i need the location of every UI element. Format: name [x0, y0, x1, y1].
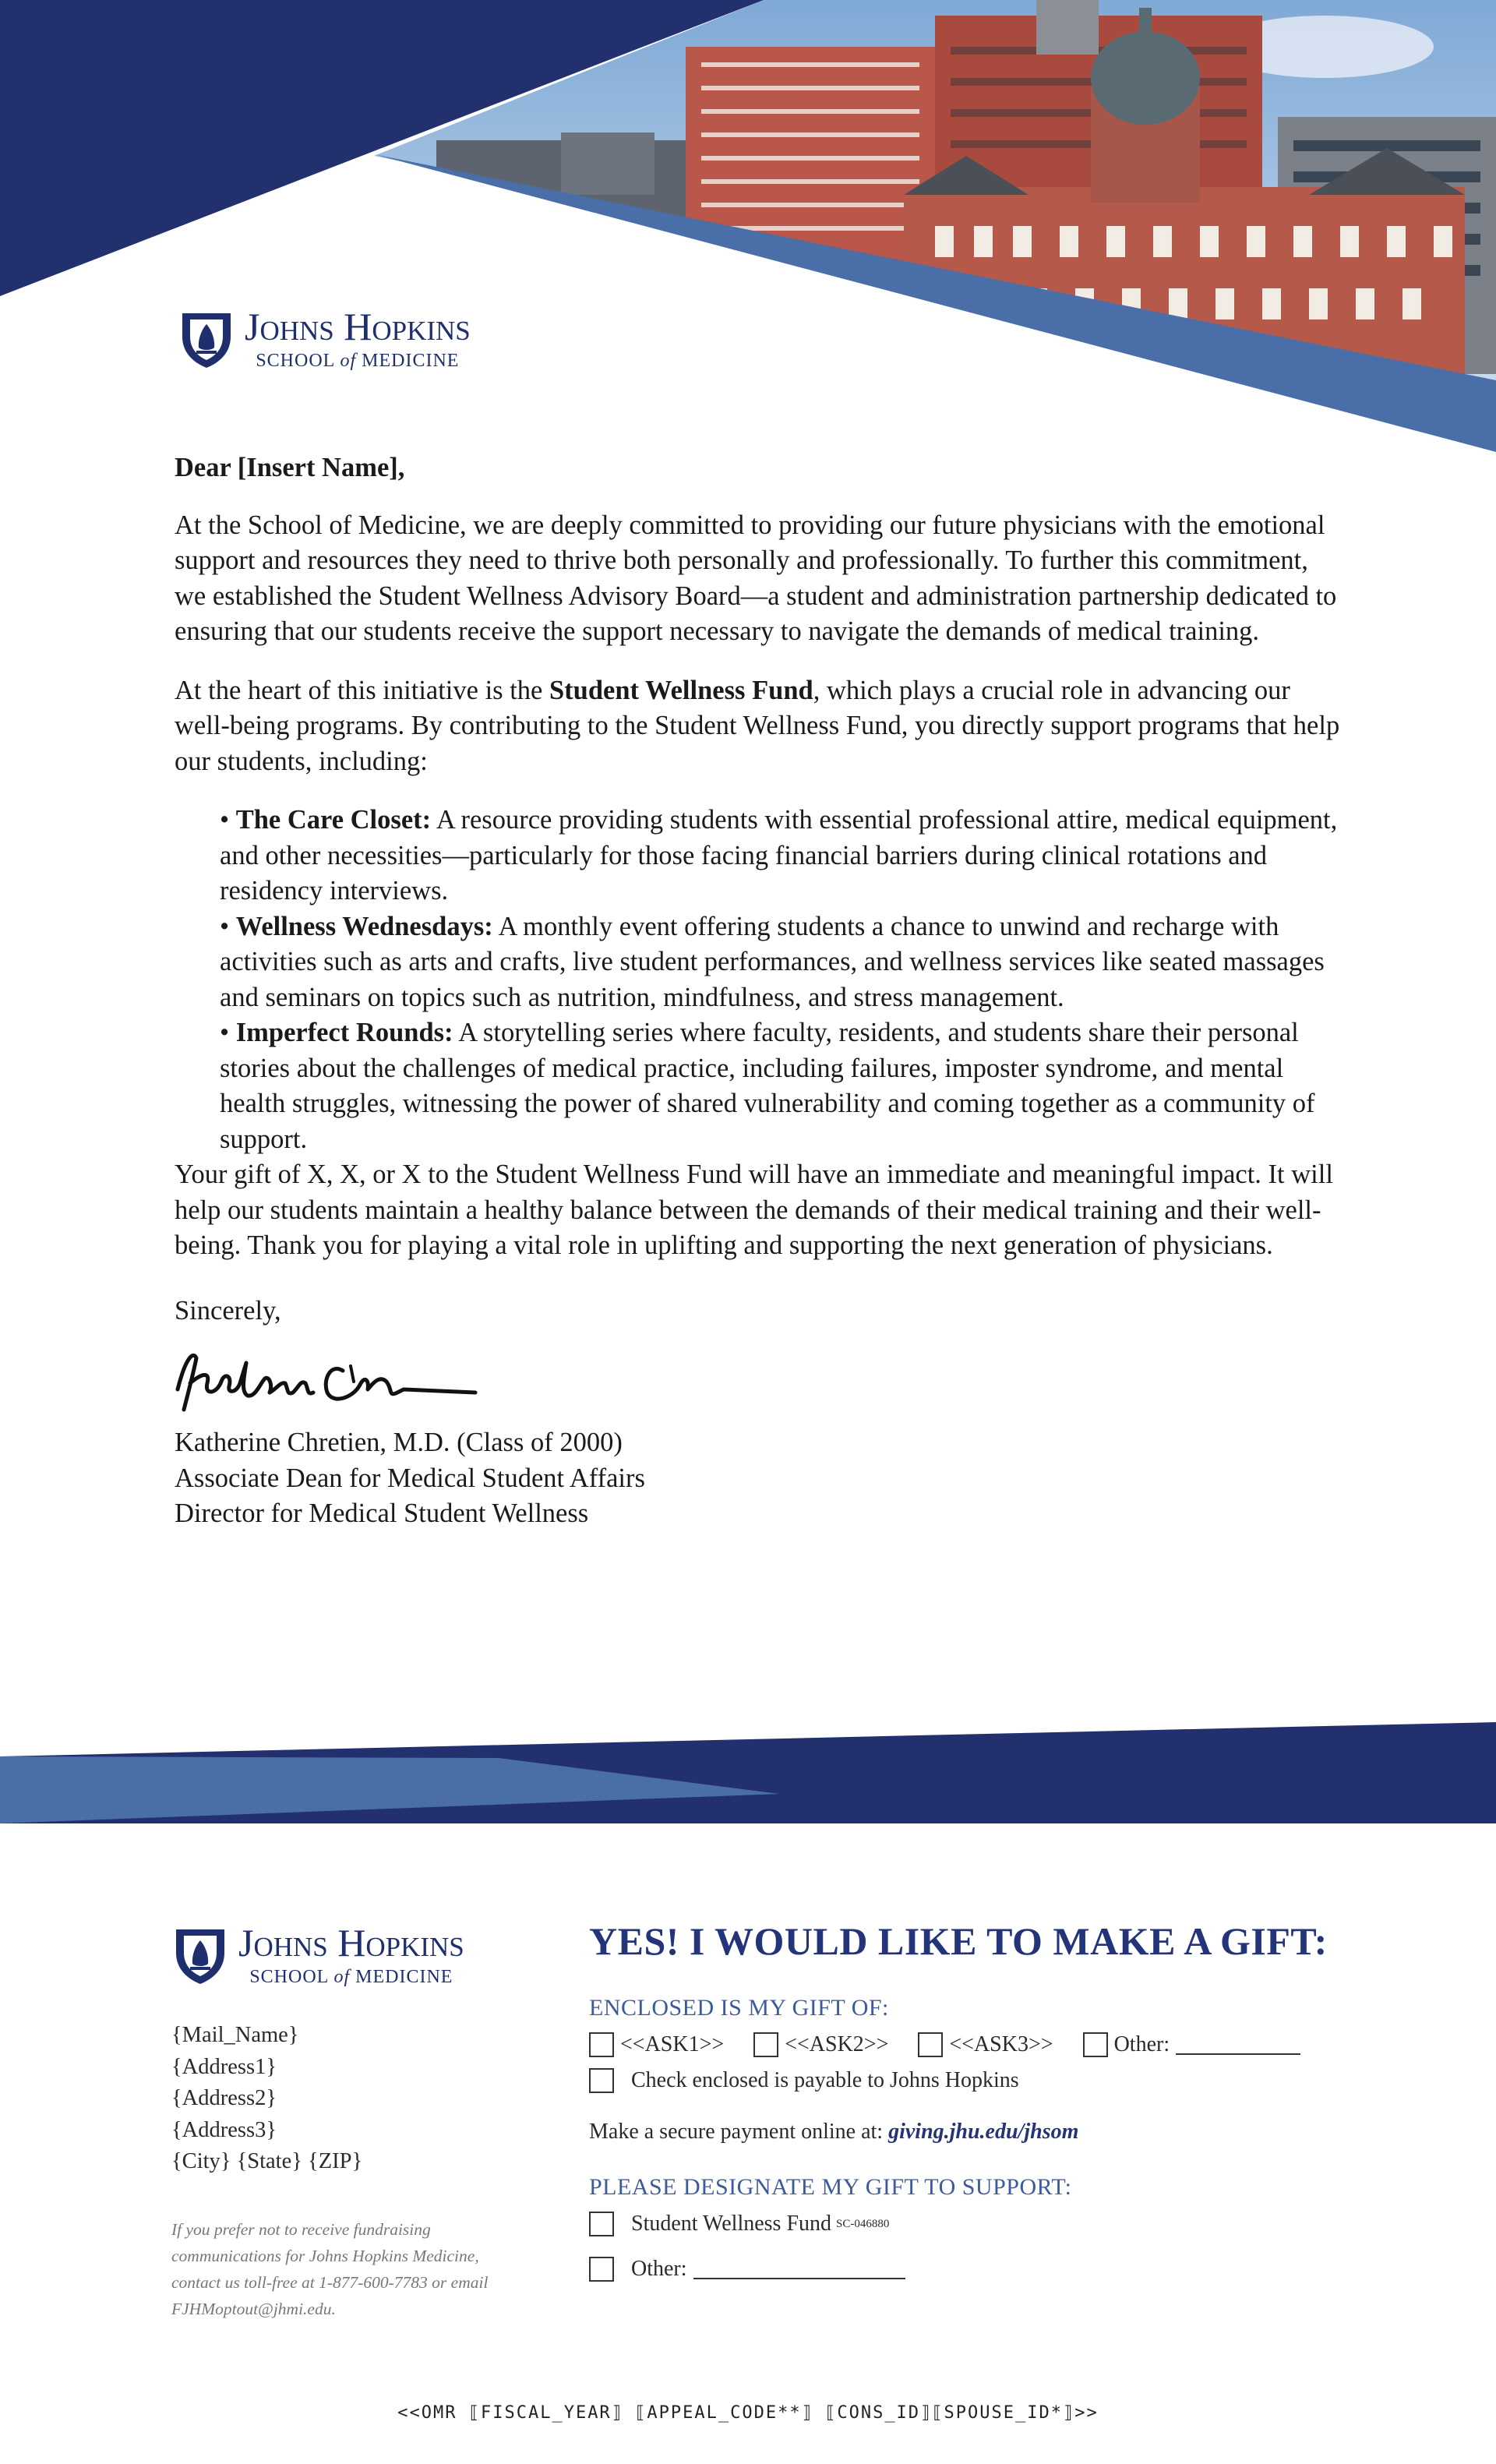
- logo-title: Johns Hopkins: [245, 305, 471, 348]
- divider-band: [0, 1722, 1496, 1823]
- city-state-zip: {City} {State} {ZIP}: [171, 2149, 363, 2173]
- johns-hopkins-logo-header: [179, 307, 471, 372]
- program-list: [220, 803, 1343, 1157]
- list-item: • The Care Closet: A resource providing students with essential professional attire, medical equipment, and other necessities—particularly for those facing financial barriers during clinical rotations and residency interviews.: [220, 805, 1338, 905]
- payment-link[interactable]: giving.jhu.edu/jhsom: [888, 2120, 1079, 2144]
- signer-name: Katherine Chretien, M.D. (Class of 2000): [175, 1428, 623, 1457]
- list-item: • Wellness Wednesdays: A monthly event offering students a chance to unwind and recharge with activities such as arts and crafts, live student performances, and wellness services like seated massages and seminars on topics such as nutrition, mindfulness, and stress management.: [220, 911, 1325, 1012]
- logo-subtitle: SCHOOL of MEDICINE: [256, 351, 460, 371]
- checkbox[interactable]: [1083, 2032, 1108, 2057]
- enclosed-label: ENCLOSED IS MY GIFT OF:: [589, 1995, 889, 2021]
- other-amount-line[interactable]: [1176, 2035, 1300, 2055]
- address-line-3: {Address3}: [171, 2117, 277, 2142]
- paragraph-fund: At the heart of this initiative is the Student Wellness Fund, which plays a crucial role in advancing our well-being programs. By contributing to the Student Wellness Fund, you directly support programs that help our students, including:: [175, 675, 1340, 776]
- fund-code: SC-046880: [836, 2217, 890, 2230]
- mailing-address: [171, 2020, 362, 2178]
- address-line-1: {Address1}: [171, 2054, 277, 2079]
- other-fund-option[interactable]: Other:: [589, 2257, 1368, 2282]
- other-fund-line[interactable]: [693, 2259, 905, 2279]
- shield-icon: [173, 1926, 228, 1986]
- header-banner: [0, 0, 1496, 468]
- fund-option[interactable]: Student Wellness Fund SC-046880: [589, 2212, 1368, 2236]
- ask-option-1[interactable]: <<ASK1>>: [589, 2032, 724, 2057]
- list-item: • Imperfect Rounds: A storytelling series where faculty, residents, and students share their personal stories about the challenges of medical practice, including failures, imposter syndrome, and mental health struggles, witnessing the power of shared vulnerability and coming together as a community of support.: [220, 1018, 1315, 1154]
- signature-image: [170, 1335, 497, 1421]
- checkbox[interactable]: [589, 2212, 614, 2236]
- checkbox[interactable]: [918, 2032, 943, 2057]
- check-enclosed-option[interactable]: Check enclosed is payable to Johns Hopkins: [589, 2068, 1368, 2093]
- letter-body: [175, 450, 1343, 1532]
- paragraph-intro: At the School of Medicine, we are deeply committed to providing our future physicians with the emotional support and resources they need to thrive both personally and professionally. To further this commitment, we established the Student Wellness Advisory Board—a student and administration partnership dedicated to ensuring that our students receive the support necessary to navigate the demands of medical training.: [175, 510, 1337, 646]
- gift-heading: YES! I WOULD LIKE TO MAKE A GIFT:: [589, 1919, 1328, 1963]
- mail-name: {Mail_Name}: [171, 2023, 299, 2047]
- fund-name: Student Wellness Fund: [549, 675, 813, 705]
- optout-notice: If you prefer not to receive fundraising communications for Johns Hopkins Medicine, contact us toll-free at 1-877-600-7783 or email FJHMoptout@jhmi.edu.: [171, 2220, 489, 2318]
- salutation: Dear [Insert Name],: [175, 453, 405, 482]
- shield-icon: [179, 310, 234, 369]
- omr-code-line: <<OMR ⟦FISCAL_YEAR⟧ ⟦APPEAL_CODE**⟧ ⟦CONS_ID⟧⟦SPOUSE_ID*⟧>>: [397, 2403, 1099, 2423]
- checkbox[interactable]: [589, 2068, 614, 2093]
- paragraph-gift: Your gift of X, X, or X to the Student Wellness Fund will have an immediate and meaningful impact. It will help our students maintain a healthy balance between the demands of their medical training and their well-being. Thank you for playing a vital role in uplifting and supporting the next generation of physicians.: [175, 1160, 1333, 1260]
- ask-options: [589, 2032, 1368, 2057]
- gift-form: [589, 1919, 1368, 2282]
- logo-title: Johns Hopkins: [238, 1921, 464, 1964]
- ask-option-2[interactable]: <<ASK2>>: [753, 2032, 888, 2057]
- closing: Sincerely,: [175, 1295, 281, 1326]
- designate-label: PLEASE DESIGNATE MY GIFT TO SUPPORT:: [589, 2174, 1072, 2200]
- signer-title: Associate Dean for Medical Student Affairs: [175, 1463, 645, 1493]
- ask-option-3[interactable]: <<ASK3>>: [918, 2032, 1053, 2057]
- checkbox[interactable]: [589, 2032, 614, 2057]
- signer-title-2: Director for Medical Student Wellness: [175, 1499, 589, 1528]
- ask-option-other[interactable]: Other:: [1083, 2032, 1301, 2057]
- johns-hopkins-logo-reply: [173, 1923, 464, 1988]
- payment-line: Make a secure payment online at: giving.jhu.edu/jhsom: [589, 2120, 1079, 2144]
- address-line-2: {Address2}: [171, 2086, 277, 2110]
- checkbox[interactable]: [753, 2032, 778, 2057]
- logo-subtitle: SCHOOL of MEDICINE: [249, 1967, 453, 1987]
- checkbox[interactable]: [589, 2257, 614, 2282]
